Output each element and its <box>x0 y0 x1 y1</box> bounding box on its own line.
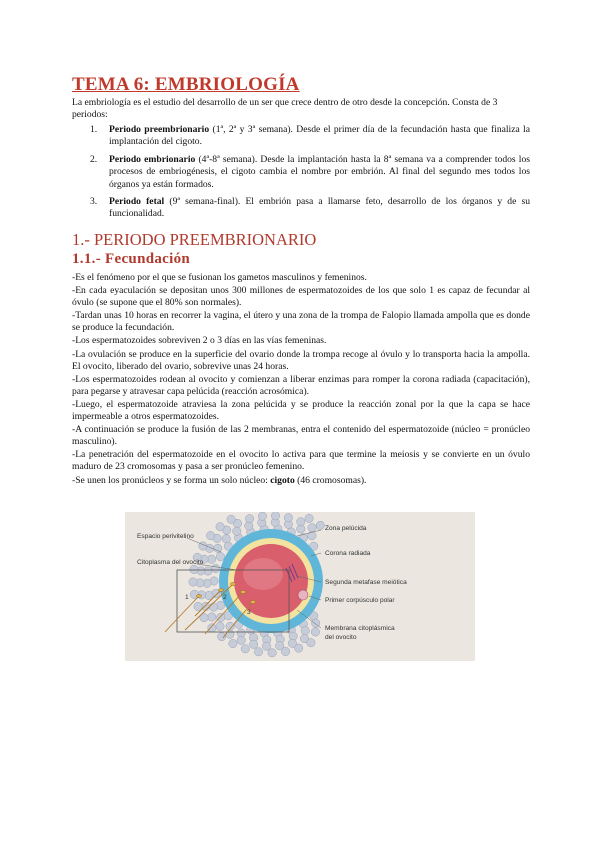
step-number: 3 <box>247 609 251 616</box>
corona-cell <box>229 639 237 647</box>
document-title: TEMA 6: EMBRIOLOGÍA <box>72 74 300 95</box>
list-item <box>72 196 530 221</box>
corona-cell <box>207 555 215 563</box>
paragraph: -En cada eyaculación se depositan unos 300 millones de espermatozoides de los que solo 1 es capaz de fecundar al óvulo (se supone que el 80% son normales). <box>72 285 530 309</box>
fecundacion-text <box>72 272 530 488</box>
corona-cell <box>226 630 234 638</box>
corona-cell <box>254 648 262 656</box>
sperm-head <box>240 590 245 593</box>
corona-cell <box>281 647 289 655</box>
corona-cell <box>222 535 230 543</box>
step-number: 1 <box>185 594 189 601</box>
corona-cell <box>284 514 292 522</box>
corona-cell <box>216 622 224 630</box>
corona-cell <box>227 515 235 523</box>
intro-paragraph: La embriología es el estudio del desarrollo de un ser que crece dentro de otro desde la concepción. Consta de 3 periodos: <box>72 97 498 121</box>
fertilization-diagram <box>125 512 475 661</box>
polar-body <box>298 590 308 600</box>
corona-cell <box>214 544 222 552</box>
paragraph <box>72 475 530 487</box>
corona-cell <box>258 512 266 520</box>
corona-cell <box>201 602 209 610</box>
step-number: 2 <box>223 594 227 601</box>
list-item <box>72 124 530 149</box>
corona-cell <box>297 518 305 526</box>
period-description: (1ª, 2ª y 3ª semana). Desde el primer día de la fecundación hasta que finaliza la implantación del cigoto. <box>109 124 530 148</box>
section-heading: 1.- PERIODO PREEMBRIONARIO <box>72 230 317 249</box>
paragraph: -La ovulación se produce en la superficie del ovario donde la trompa recoge al óvulo y lo transporta hacia la ampolla. El ovocito, liberado del ovario, sobrevive unas 24 horas. <box>72 348 530 372</box>
subsection-heading: 1.1.- Fecundación <box>72 251 191 267</box>
period-name: Periodo fetal <box>109 196 165 208</box>
corona-cell <box>209 603 217 611</box>
corona-cell <box>311 628 319 636</box>
corona-cell <box>241 645 249 653</box>
sperm-head <box>218 588 223 591</box>
paragraph: -A continuación se produce la fusión de las 2 membranas, entra el contenido del espermatozoide (núcleo = pronúcleo masculino). <box>72 424 530 448</box>
corona-cell <box>249 640 257 648</box>
sperm-head <box>230 582 235 585</box>
corona-cell <box>217 613 225 621</box>
label-citoplasma: Citoplasma del ovocito <box>137 559 204 566</box>
corona-cell <box>305 514 313 522</box>
corona-cell <box>216 552 224 560</box>
period-description: (4ª-8ª semana). Desde la implantación hasta la 8ª semana va a comprender todos los procesos de embriogénesis, el cigoto cambia el nombre por embrión. Al final del segundo mes todos los órganos ya están formados. <box>109 153 530 190</box>
periods-list <box>72 124 530 226</box>
corona-cell <box>216 523 224 531</box>
fertilization-illustration <box>125 512 475 661</box>
corona-cell <box>307 639 315 647</box>
corona-cell <box>271 512 279 520</box>
label-membrana-line1: Membrana citoplásmica <box>325 625 395 632</box>
label-corona-radiada: Corona radiada <box>325 550 371 557</box>
label-segunda-metafase: Segunda metafase meiótica <box>325 579 407 586</box>
corona-cell <box>206 531 214 539</box>
corona-cell <box>233 527 241 535</box>
corona-cell <box>245 515 253 523</box>
corona-cell <box>190 565 198 573</box>
period-name: Periodo preembrionario <box>109 124 210 135</box>
paragraph: -La penetración del espermatozoide en el ovocito lo activa para que termine la meiosis y se convierte en un óvulo maduro de 23 cromosomas y pasa a ser pronúcleo femenino. <box>72 449 530 473</box>
period-name: Periodo embrionario <box>109 153 196 165</box>
corona-cell <box>208 613 216 621</box>
corona-cell <box>208 624 216 632</box>
corona-cell <box>316 521 324 529</box>
corona-cell <box>189 578 197 586</box>
paragraph: -Los espermatozoides rodean al ovocito y comienzan a liberar enzimas para romper la corona radiada (capacitación), para pegarse y atravesar capa pelúcida (reacción acrosómica). <box>72 373 530 397</box>
corona-cell <box>262 642 270 650</box>
paragraph-start: -Se unen los pronúcleos y se forma un solo núcleo: <box>72 474 271 486</box>
label-espacio-perivitelino: Espacio perivitelino <box>137 533 194 540</box>
corona-cell <box>295 644 303 652</box>
corona-cell <box>268 649 276 657</box>
label-primer-corpusculo: Primer corpúsculo polar <box>325 597 395 604</box>
corona-cell <box>212 564 220 572</box>
list-number: 3. <box>90 196 98 208</box>
label-membrana-line2: del ovocito <box>325 634 357 641</box>
paragraph: -Los espermatozoides sobreviven 2 o 3 días en las vías femeninas. <box>72 335 327 347</box>
corona-cell <box>218 632 226 640</box>
label-zona-pelucida: Zona pelúcida <box>325 525 367 532</box>
list-item <box>72 154 530 191</box>
paragraph: -Es el fenómeno por el que se fusionan los gametos masculinos y femeninos. <box>72 272 367 283</box>
list-number: 1. <box>90 124 98 135</box>
period-description: (9ª semana-final). El embrión pasa a llamarse feto, desarrollo de los órganos y de su funcionalidad. <box>109 196 530 220</box>
corona-cell <box>301 627 309 635</box>
corona-cell <box>237 636 245 644</box>
sperm-head <box>196 594 201 597</box>
cigoto-term: cigoto <box>270 474 295 486</box>
paragraph-end: (46 cromosomas). <box>294 474 367 486</box>
sperm-head <box>250 600 255 603</box>
paragraph: -Tardan unas 10 horas en recorrer la vagina, el útero y una zona de la trompa de Falopio llamada ampolla que es donde se produce la fecundación. <box>72 310 530 334</box>
list-number: 2. <box>90 153 98 165</box>
paragraph: -Luego, el espermatozoide atraviesa la zona pelúcida y se produce la reacción zonal por la que la capa se hace impermeable a otros espermatozoides. <box>72 398 530 423</box>
corona-cell <box>308 524 316 532</box>
